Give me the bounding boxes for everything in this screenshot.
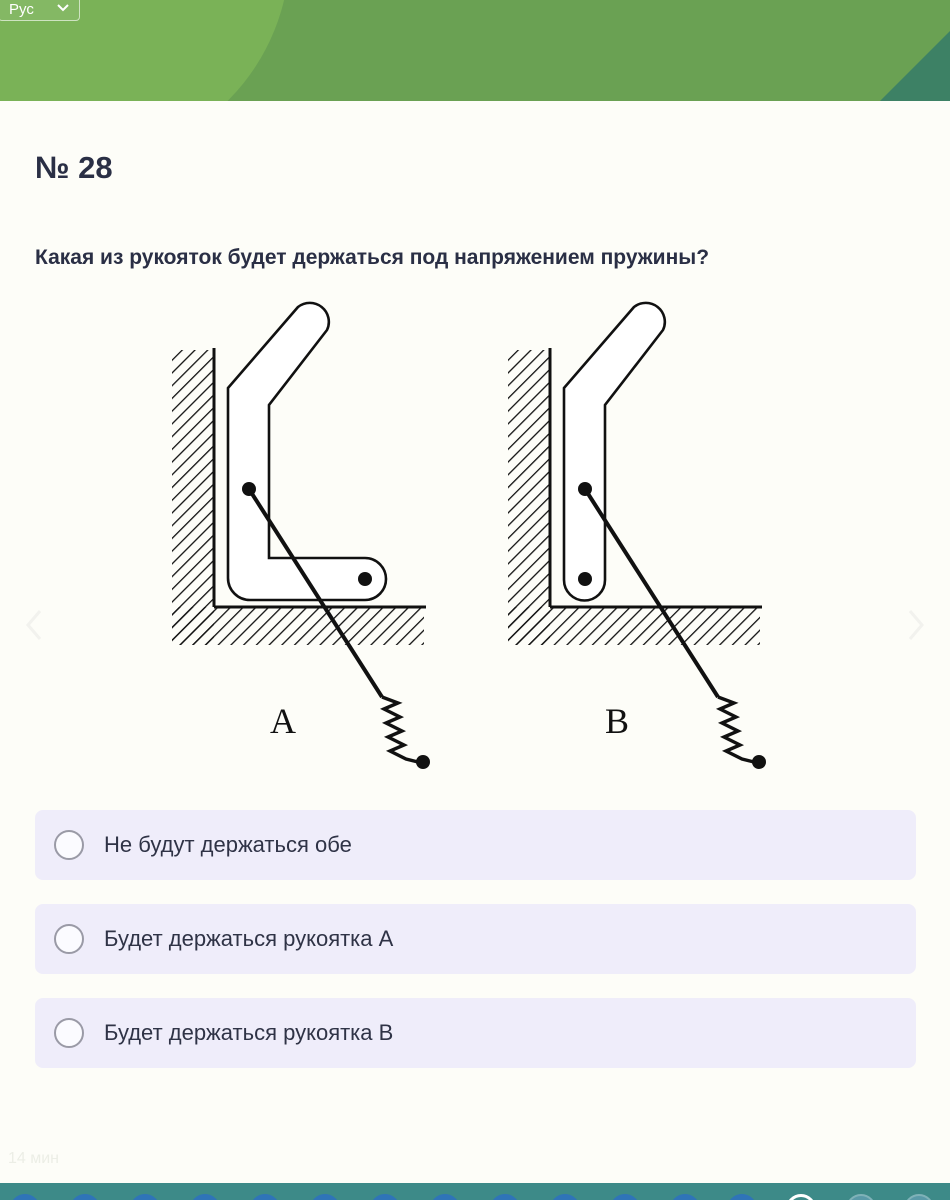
handle-figure-b: [508, 303, 766, 769]
question-nav-dot[interactable]: [490, 1194, 520, 1200]
figure-label-a: A: [270, 701, 296, 741]
answer-option-1[interactable]: [35, 810, 916, 880]
radio-button-icon[interactable]: [54, 924, 84, 954]
header-corner-decoration: [880, 31, 950, 101]
question-nav-dot[interactable]: [846, 1194, 876, 1200]
language-select-value: Рус: [9, 1, 34, 18]
question-nav-dot[interactable]: [370, 1194, 400, 1200]
handle-figure-a: [172, 303, 430, 769]
chevron-down-icon: [56, 3, 70, 13]
question-nav-dot-current[interactable]: [786, 1194, 816, 1200]
chevron-left-icon[interactable]: [22, 605, 46, 645]
question-nav-dot[interactable]: [70, 1194, 100, 1200]
radio-button-icon[interactable]: [54, 830, 84, 860]
question-nav-dot[interactable]: [904, 1194, 934, 1200]
question-nav-dot[interactable]: [430, 1194, 460, 1200]
chevron-right-icon[interactable]: [904, 605, 928, 645]
language-select[interactable]: [0, 0, 80, 21]
question-nav-dot[interactable]: [670, 1194, 700, 1200]
header-banner: [0, 0, 950, 101]
radio-button-icon[interactable]: [54, 1018, 84, 1048]
answer-option-3[interactable]: [35, 998, 916, 1068]
answer-option-label: Не будут держаться обе: [104, 832, 352, 857]
question-nav-dot[interactable]: [727, 1194, 757, 1200]
question-nav-dot[interactable]: [310, 1194, 340, 1200]
time-remaining: 14 мин: [8, 1150, 60, 1167]
question-nav-dot[interactable]: [610, 1194, 640, 1200]
question-nav-dot[interactable]: [250, 1194, 280, 1200]
question-nav-dot[interactable]: [130, 1194, 160, 1200]
answer-option-2[interactable]: [35, 904, 916, 974]
answer-option-label: Будет держаться рукоятка B: [104, 1020, 394, 1045]
question-text: Какая из рукояток будет держаться под напряжением пружины?: [35, 246, 710, 269]
question-figure: [160, 295, 800, 785]
answer-option-label: Будет держаться рукоятка A: [104, 926, 394, 951]
question-nav-dot[interactable]: [10, 1194, 40, 1200]
question-number: № 28: [35, 150, 113, 185]
question-nav-dot[interactable]: [550, 1194, 580, 1200]
question-nav-dot[interactable]: [190, 1194, 220, 1200]
figure-label-b: B: [604, 701, 630, 741]
question-navigation-bar: [0, 1183, 950, 1200]
